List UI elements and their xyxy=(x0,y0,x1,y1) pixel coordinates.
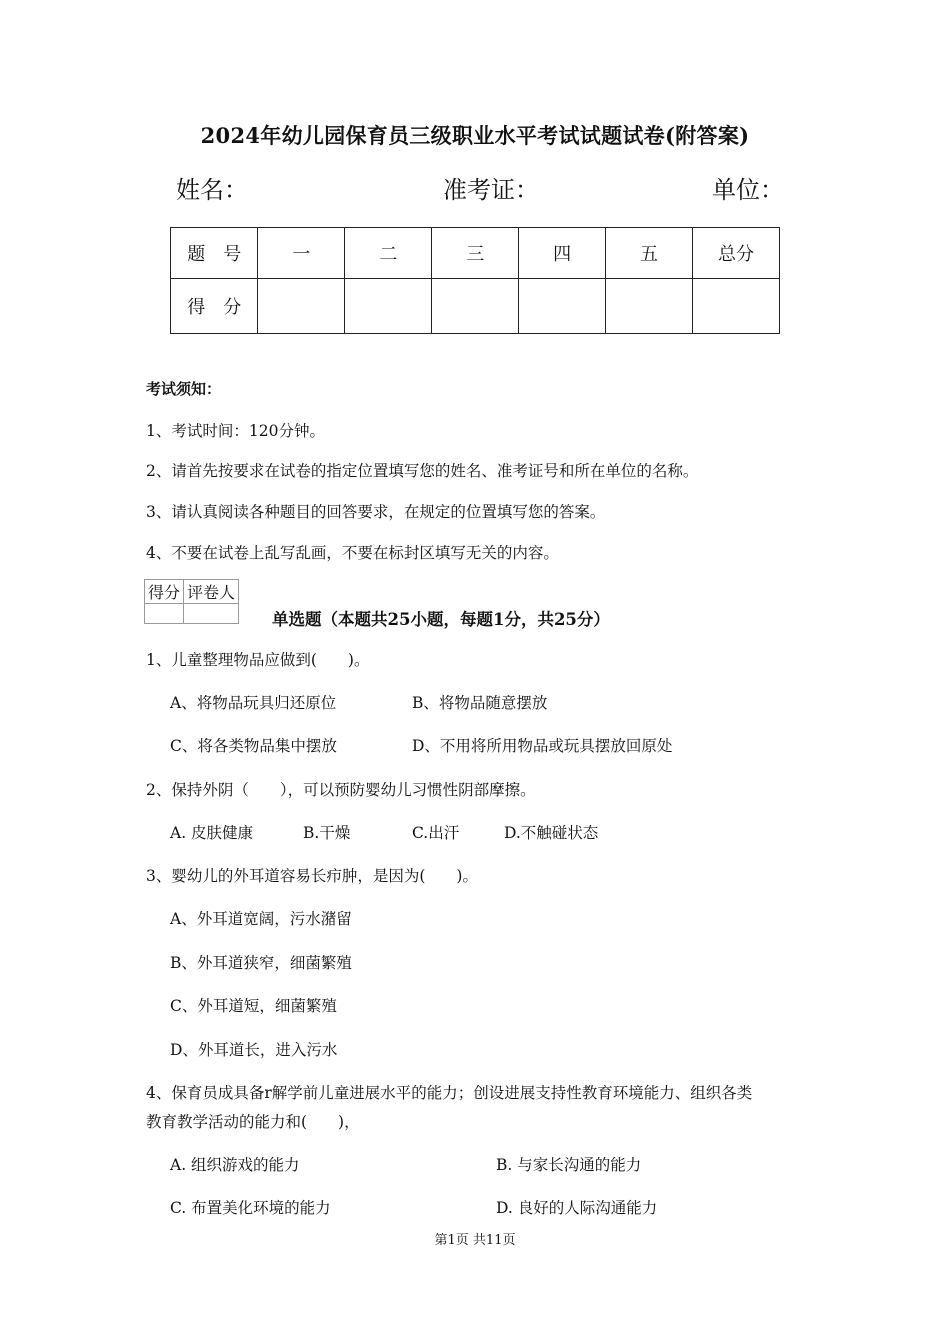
question-stem: 3、婴幼儿的外耳道容易长疖肿，是因为( )。 xyxy=(146,867,478,885)
score-table-col-1: 一 xyxy=(258,228,345,279)
score-cell[interactable] xyxy=(345,279,432,334)
score-cell[interactable] xyxy=(432,279,519,334)
notice-heading: 考试须知： xyxy=(146,380,222,398)
question-option: A. 组织游戏的能力 xyxy=(170,1156,300,1174)
name-field-label: 姓名： xyxy=(176,176,248,204)
question-option: B. 与家长沟通的能力 xyxy=(496,1156,642,1174)
score-cell[interactable] xyxy=(519,279,606,334)
page-footer: 第1页 共11页 xyxy=(434,1233,516,1248)
question-option: D、不用将所用物品或玩具摆放回原处 xyxy=(412,737,673,755)
question-option: B.干燥 xyxy=(303,824,351,842)
grader-box xyxy=(144,579,239,624)
question-stem: 4、保育员成具备r解学前儿童进展水平的能力；创设进展支持性教育环境能力、组织各类 xyxy=(146,1084,753,1102)
question-option: A、将物品玩具归还原位 xyxy=(170,694,337,712)
notice-item: 1、考试时间：120分钟。 xyxy=(146,422,325,440)
score-table-col-total: 总分 xyxy=(693,228,780,279)
question-option: D. 良好的人际沟通能力 xyxy=(496,1199,658,1217)
question-option: C、外耳道短，细菌繁殖 xyxy=(170,997,337,1015)
score-table-col-5: 五 xyxy=(606,228,693,279)
question-option: A、外耳道宽阔，污水潴留 xyxy=(170,910,352,928)
score-table-col-4: 四 xyxy=(519,228,606,279)
grader-score-label: 得分 xyxy=(145,580,184,604)
question-stem-continued: 教育教学活动的能力和( )， xyxy=(146,1113,360,1131)
unit-field-label: 单位： xyxy=(712,176,784,204)
score-table-header-label: 题 号 xyxy=(171,228,258,279)
notice-item: 3、请认真阅读各种题目的回答要求，在规定的位置填写您的答案。 xyxy=(146,503,606,521)
score-cell-total[interactable] xyxy=(693,279,780,334)
question-option: A. 皮肤健康 xyxy=(170,824,254,842)
notice-item: 2、请首先按要求在试卷的指定位置填写您的姓名、准考证号和所在单位的名称。 xyxy=(146,462,699,480)
question-option: B、外耳道狭窄，细菌繁殖 xyxy=(170,954,352,972)
score-table-score-label: 得 分 xyxy=(171,279,258,334)
question-option: C.出汗 xyxy=(412,824,460,842)
grader-name-label: 评卷人 xyxy=(184,580,239,604)
score-cell[interactable] xyxy=(258,279,345,334)
question-option: C、将各类物品集中摆放 xyxy=(170,737,337,755)
question-option: B、将物品随意摆放 xyxy=(412,694,548,712)
score-table-col-3: 三 xyxy=(432,228,519,279)
score-table-col-2: 二 xyxy=(345,228,432,279)
question-stem: 2、保持外阴（ ），可以预防婴幼儿习惯性阴部摩擦。 xyxy=(146,781,536,799)
notice-item: 4、不要在试卷上乱写乱画，不要在标封区填写无关的内容。 xyxy=(146,544,559,562)
question-option: D、外耳道长，进入污水 xyxy=(170,1041,338,1059)
score-cell[interactable] xyxy=(606,279,693,334)
exam-id-field-label: 准考证： xyxy=(443,176,539,204)
question-stem: 1、儿童整理物品应做到( )。 xyxy=(146,651,370,669)
grader-score-cell[interactable] xyxy=(145,604,184,624)
score-table-score-row xyxy=(171,279,780,334)
grader-name-cell[interactable] xyxy=(184,604,239,624)
score-table xyxy=(170,227,780,334)
question-option: D.不触碰状态 xyxy=(504,824,599,842)
question-option: C. 布置美化环境的能力 xyxy=(170,1199,331,1217)
score-table-header-row xyxy=(171,228,780,279)
section-title: 单选题（本题共25小题，每题1分，共25分） xyxy=(272,610,610,629)
document-title: 2024年幼儿园保育员三级职业水平考试试题试卷(附答案) xyxy=(200,123,750,148)
